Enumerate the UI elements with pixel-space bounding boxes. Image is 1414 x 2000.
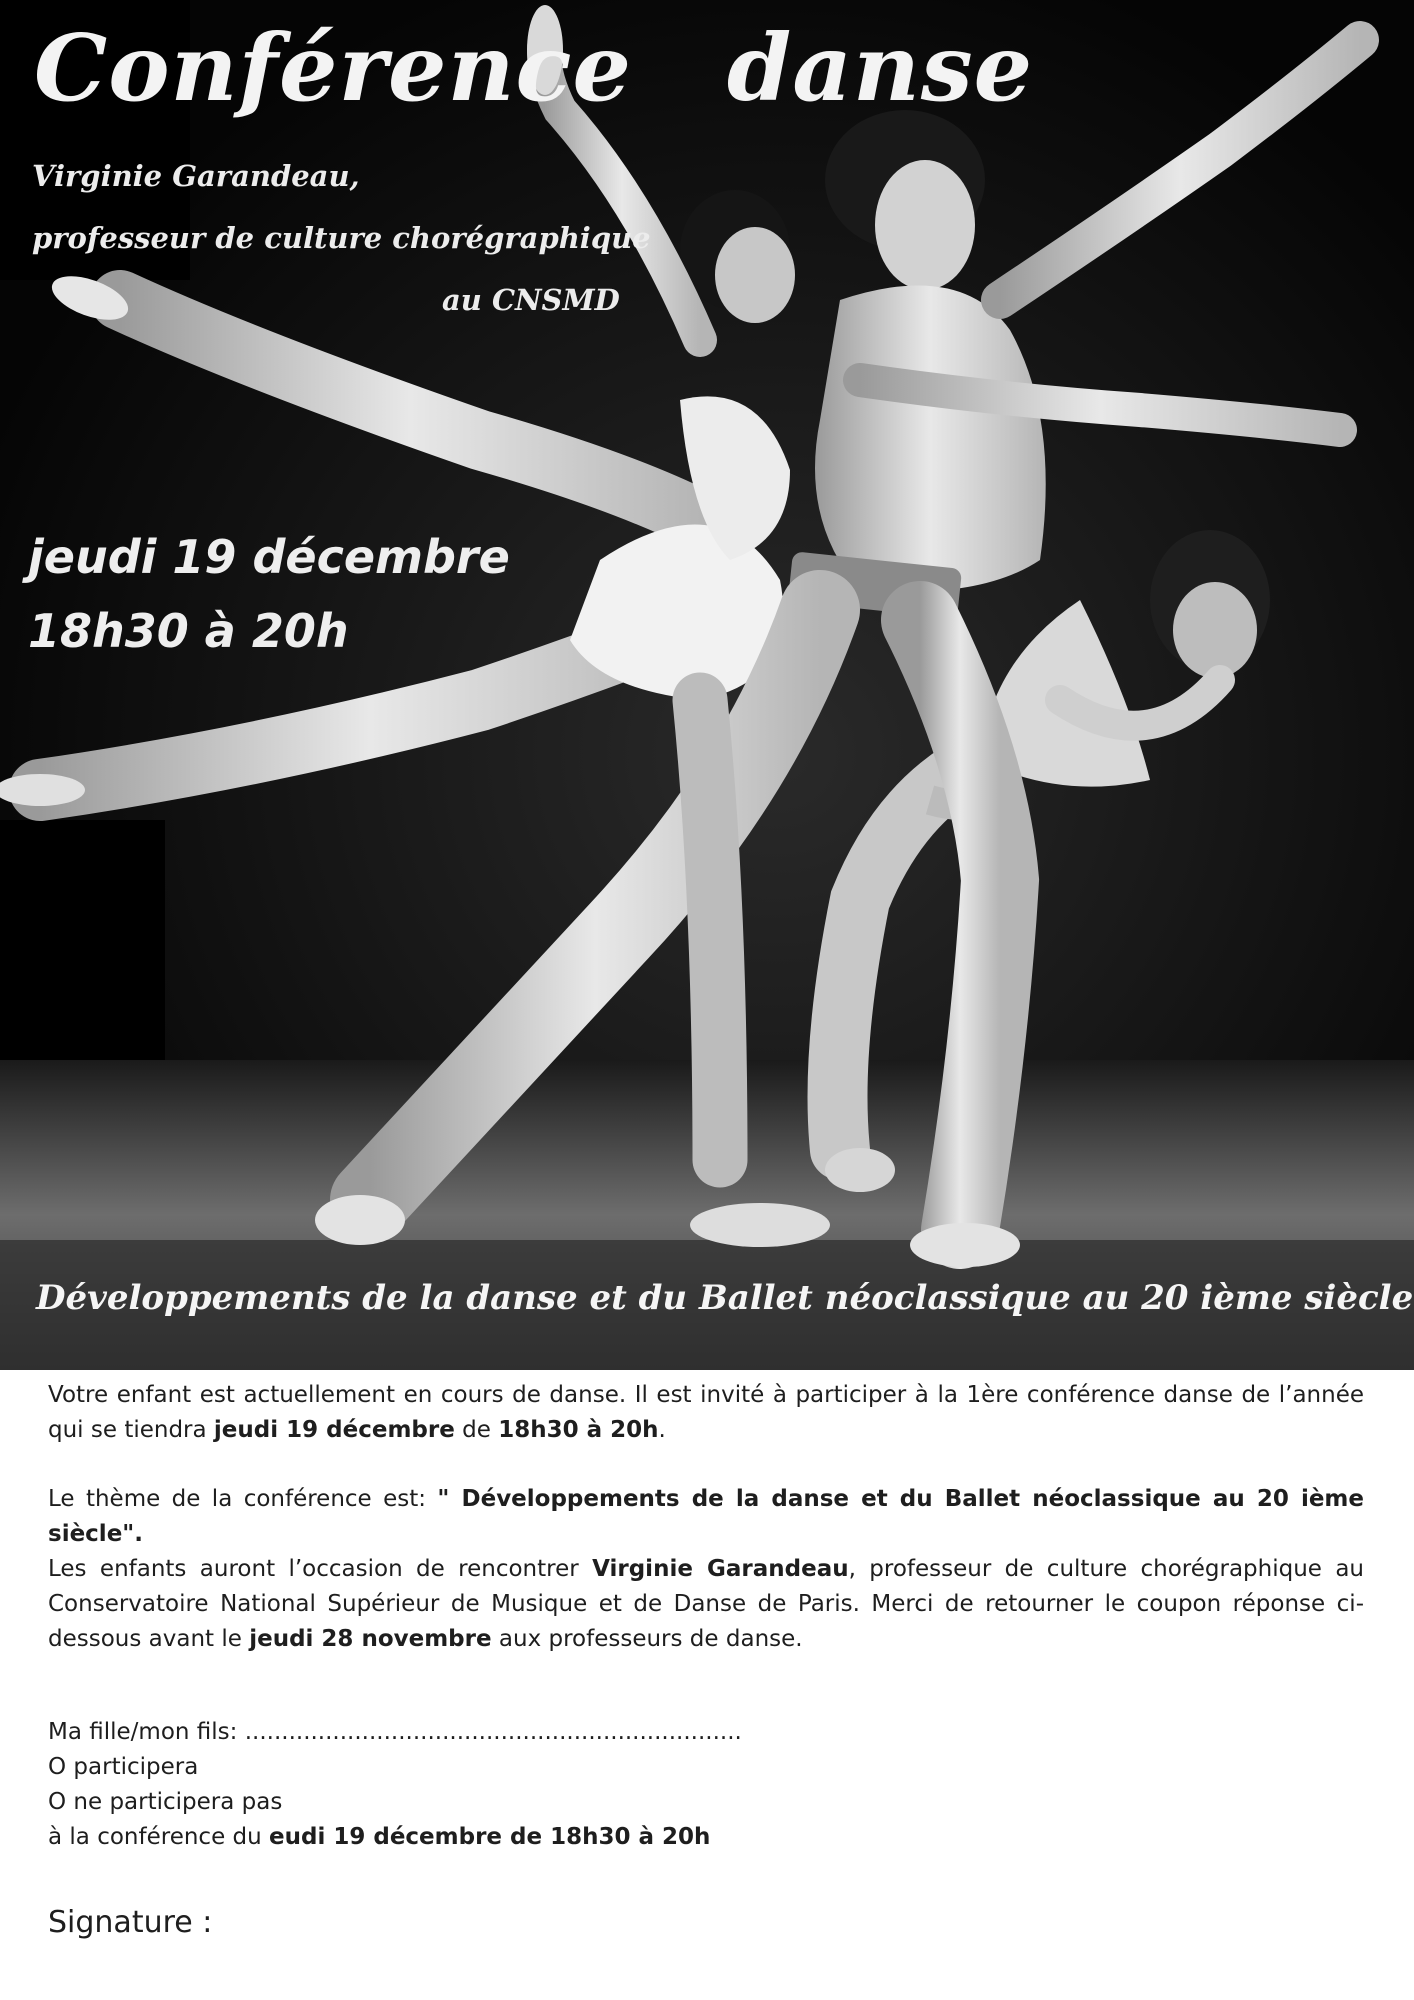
text: Les enfants auront l’occasion de rencontrer <box>48 1556 593 1582</box>
paragraph-invitation <box>48 1378 1364 1448</box>
coupon <box>48 1715 1364 1940</box>
text: . <box>658 1417 666 1443</box>
highlight-deadline: jeudi 28 novembre <box>249 1626 492 1652</box>
lecturer-name: Virginie Garandeau, <box>32 159 360 193</box>
text: Votre enfant est actuellement en cours de danse. Il est invité à participer à la 1ère conférence danse de l’année qui se tiendra <box>48 1382 1364 1443</box>
theme-banner: Développements de la danse et du Ballet néoclassique au 20 ième siècle <box>36 1278 1414 1318</box>
text: Le thème de la conférence est: <box>48 1486 438 1512</box>
text: à la conférence du <box>48 1824 270 1850</box>
event-datetime <box>28 520 510 668</box>
text: aux professeurs de danse. <box>491 1626 803 1652</box>
conference-date: eudi 19 décembre de 18h30 à 20h <box>269 1824 711 1850</box>
event-time: 18h30 à 20h <box>28 604 349 658</box>
conference-line <box>48 1820 1364 1855</box>
lecturer-role: professeur de culture chorégraphique <box>32 221 651 255</box>
highlight-date: jeudi 19 décembre <box>213 1417 455 1443</box>
highlight-lecturer: Virginie Garandeau <box>592 1556 849 1582</box>
letter-body <box>48 1378 1364 1940</box>
highlight-time: 18h30 à 20h <box>498 1417 659 1443</box>
paragraph-theme <box>48 1482 1364 1552</box>
text: , professeur de culture chorégraphique au Conservatoire National Supérieur de Musique et de Danse de Paris. Merci de retourner le coupon réponse ci-dessous avant le <box>48 1556 1364 1652</box>
signature-label: Signature : <box>48 1905 213 1940</box>
option-participera: O participera <box>48 1754 199 1780</box>
event-date: jeudi 19 décembre <box>28 530 510 584</box>
child-name-line: Ma fille/mon fils: .................................................................... <box>48 1719 742 1745</box>
title-word-danse: danse <box>727 14 1034 122</box>
text: de <box>454 1417 499 1443</box>
lecturer-block <box>32 145 651 331</box>
paragraph-lecturer <box>48 1552 1364 1657</box>
highlight-theme: " Développements de la danse et du Ballet néoclassique au 20 ième siècle". <box>48 1486 1364 1547</box>
lecturer-school: au CNSMD <box>442 283 620 317</box>
option-ne-participera-pas: O ne participera pas <box>48 1789 283 1815</box>
poster-title <box>34 14 1033 122</box>
title-word-conference: Conférence <box>34 14 633 122</box>
